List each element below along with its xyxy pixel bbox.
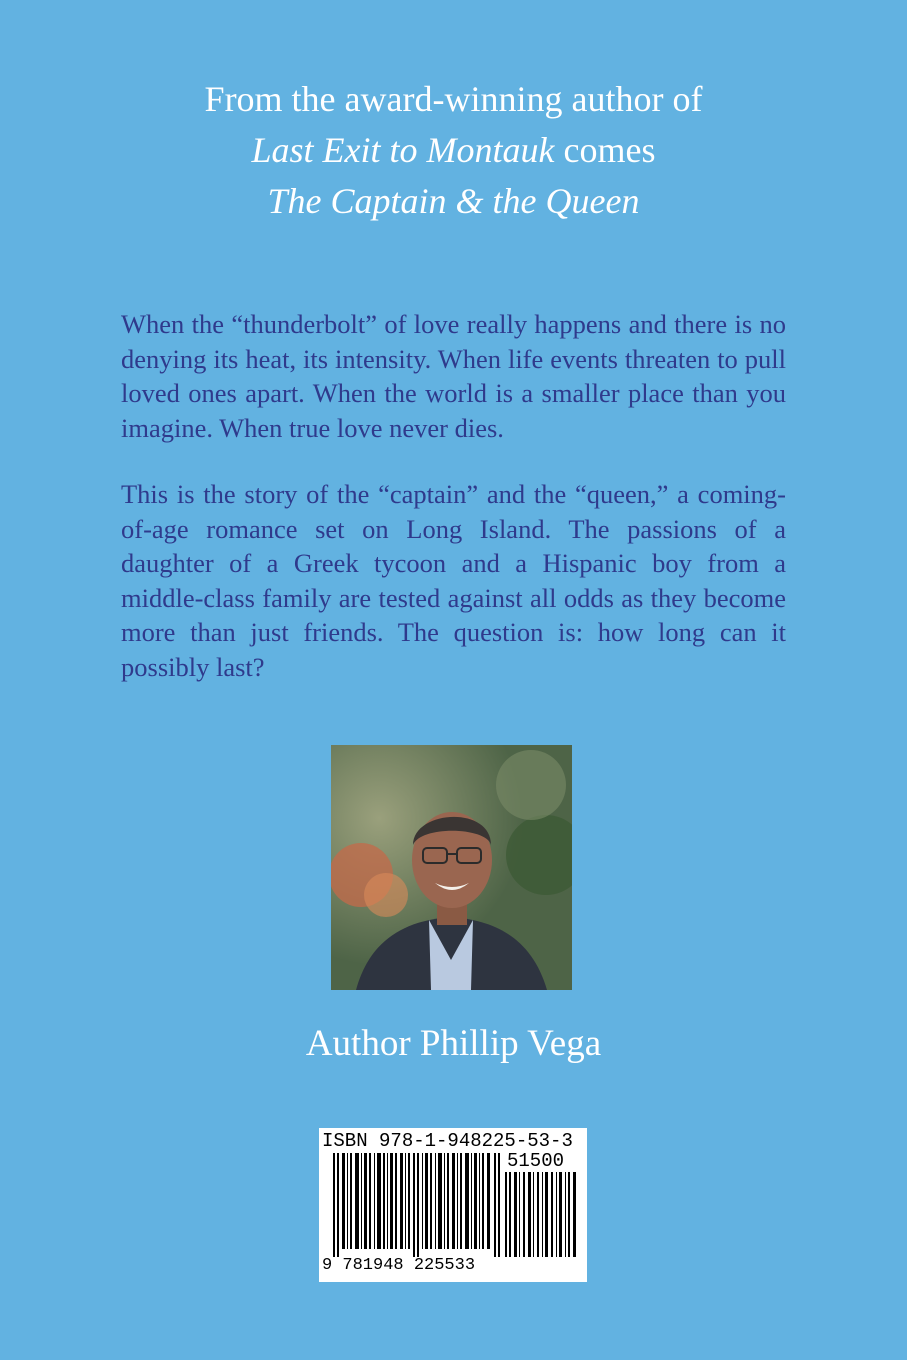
- cover-tagline: [0, 74, 907, 227]
- price-bars: [505, 1172, 581, 1257]
- price-code: 51500: [507, 1150, 565, 1172]
- ean-bars: [333, 1153, 503, 1257]
- book-blurb: [121, 307, 786, 684]
- ean-digits: 9 781948 225533: [322, 1256, 476, 1275]
- book-title: The Captain & the Queen: [267, 181, 640, 221]
- blurb-paragraph-1: When the “thunderbolt” of love really happens and there is no denying its heat, its intensity. When life events threaten to pull loved ones apart. When the world is a smaller place than you imagine. When true love never dies.: [121, 309, 786, 443]
- author-photo: [331, 745, 572, 990]
- isbn-label: ISBN 978-1-948225-53-3: [322, 1130, 573, 1152]
- previous-book-title: Last Exit to Montauk: [251, 130, 555, 170]
- isbn-barcode: [319, 1128, 587, 1282]
- tagline-line-1: From the award-winning author of: [204, 79, 703, 119]
- author-caption: Author Phillip Vega: [305, 1023, 602, 1064]
- tagline-comes: comes: [554, 130, 656, 170]
- tagline-line-2: [0, 125, 907, 176]
- blurb-paragraph-2: This is the story of the “captain” and the “queen,” a coming-of-age romance set on Long Island. The passions of a daughter of a Greek tycoon and a Hispanic boy from a middle-class family are tested against all odds as they become more than just friends. The question is: how long can it possibly last?: [121, 479, 786, 682]
